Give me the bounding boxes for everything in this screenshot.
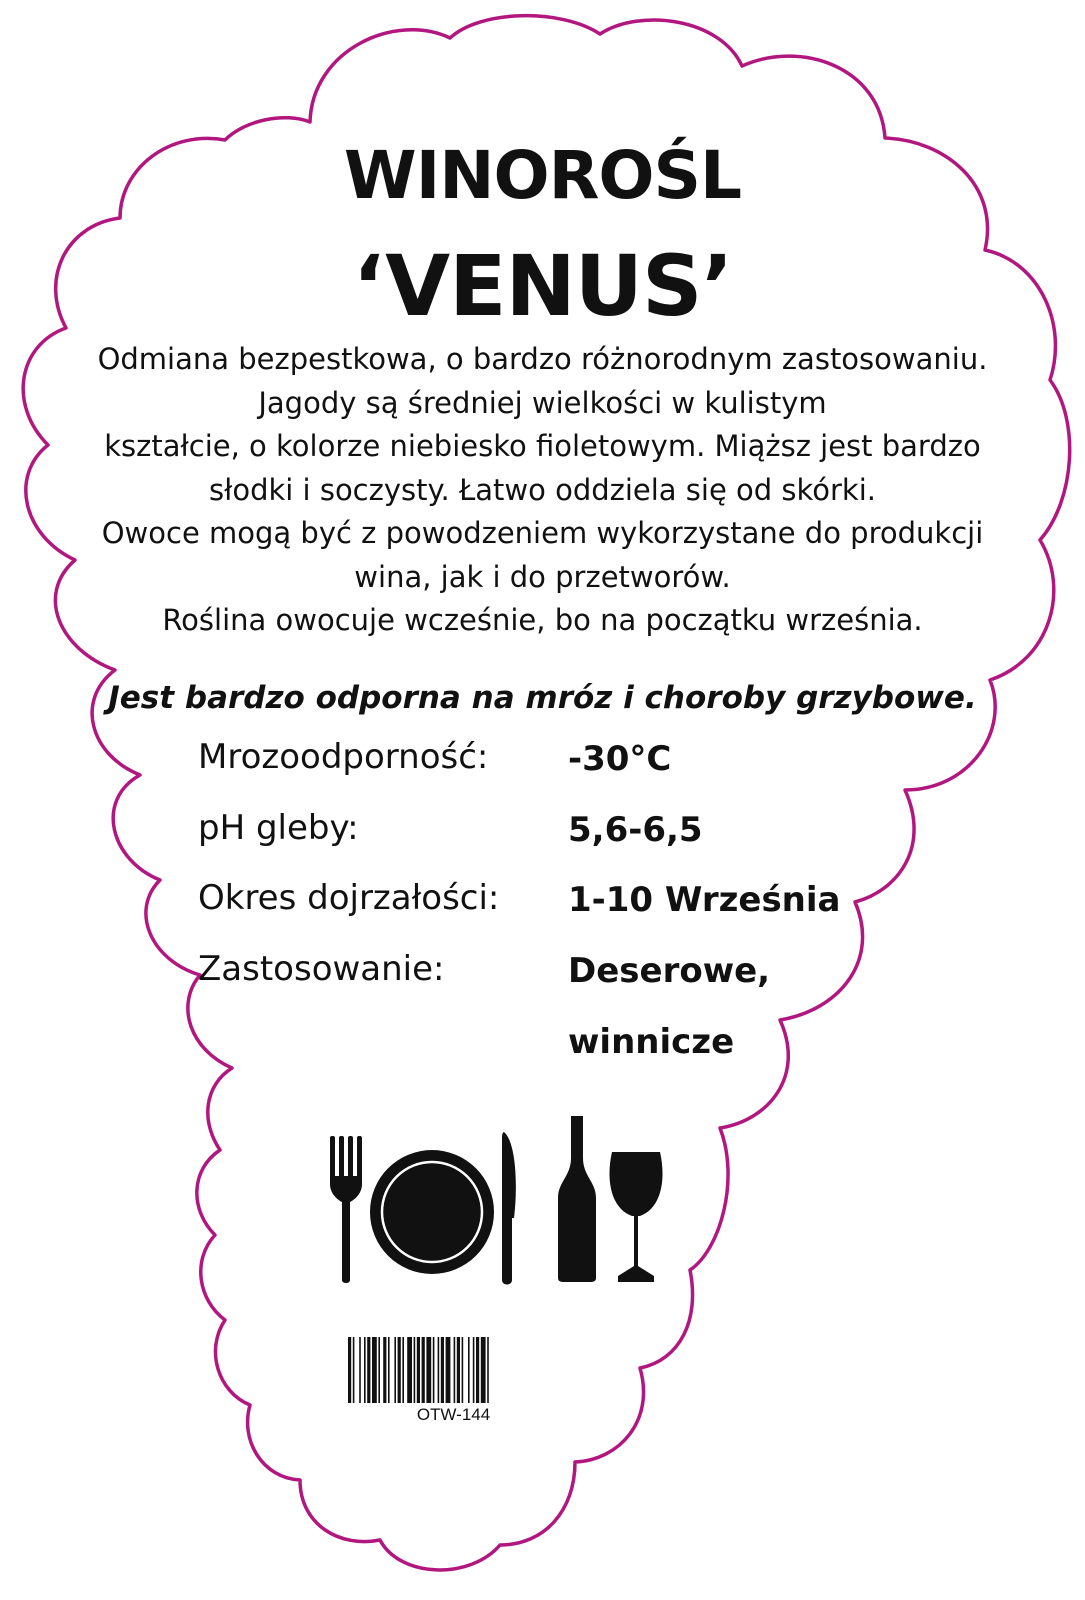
barcode-bar (353, 1337, 355, 1403)
barcode-bar (407, 1337, 412, 1403)
barcode-bar (462, 1337, 464, 1403)
barcode-bar (372, 1337, 377, 1403)
wine-glass-icon (609, 1152, 662, 1282)
knife-icon (502, 1132, 516, 1285)
description-line: Odmiana bezpestkowa, o bardzo różnorodnym zastosowaniu. (97, 342, 988, 376)
description-line: Owoce mogą być z powodzeniem wykorzystane do produkcji (101, 516, 984, 550)
barcode-bar (388, 1337, 390, 1403)
barcode-bar (481, 1337, 486, 1403)
barcode-bar (422, 1337, 425, 1403)
barcode-bar (457, 1337, 460, 1403)
description-line: Roślina owocuje wcześnie, bo na początku września. (162, 603, 923, 637)
barcode-bar (367, 1337, 370, 1403)
description-line: Jagody są średniej wielkości w kulistym (258, 385, 827, 420)
barcode-bar (364, 1337, 366, 1403)
description-line: słodki i soczysty. Łatwo oddziela się od skórki. (208, 472, 876, 507)
barcode-bar (476, 1337, 479, 1403)
title-line-1: WINOROŚL (343, 137, 742, 214)
barcode-bar (414, 1337, 416, 1403)
spec-value-ripening-period: 1-10 Września (568, 880, 841, 920)
spec-value-frost-resistance: -30°C (568, 739, 672, 779)
description-line: wina, jak i do przetworów. (354, 559, 731, 594)
spec-label-ripening-period: Okres dojrzałości: (198, 878, 500, 918)
spec-label-frost-resistance: Mrozoodporność: (198, 737, 489, 777)
spec-value-usage: Deserowe, (568, 951, 771, 991)
plate-icon (370, 1150, 494, 1274)
wine-bottle-icon (558, 1116, 596, 1282)
barcode-bar (402, 1337, 404, 1403)
barcode-bar (438, 1337, 440, 1403)
barcode-bar (359, 1337, 361, 1403)
description (40, 338, 1045, 643)
description-line: kształcie, o kolorze niebiesko fioletowym. Miąższ jest bardzo (104, 429, 981, 463)
barcode-bar (468, 1337, 470, 1403)
fork-icon (330, 1136, 362, 1283)
spec-value-soil-ph: 5,6-6,5 (568, 810, 703, 850)
barcode (346, 1337, 561, 1403)
barcode-bar (378, 1337, 380, 1403)
spec-value-usage-line-2: winnicze (568, 1022, 735, 1062)
spec-label-usage: Zastosowanie: (198, 949, 445, 989)
barcode-bar (487, 1337, 489, 1403)
title-line-2: ‘VENUS’ (352, 237, 733, 335)
barcode-bar (398, 1337, 401, 1403)
highlight-statement: Jest bardzo odporna na mróz i choroby grzybowe. (108, 680, 977, 716)
usage-icons (320, 1116, 700, 1296)
barcode-bar (394, 1337, 396, 1403)
barcode-bar (473, 1337, 475, 1403)
barcode-bar (426, 1337, 431, 1403)
barcode-bar (433, 1337, 435, 1403)
barcode-bar (454, 1337, 456, 1403)
barcode-bar (446, 1337, 451, 1403)
barcode-bar (441, 1337, 444, 1403)
barcode-bar (417, 1337, 420, 1403)
barcode-bar (383, 1337, 386, 1403)
barcode-number: OTW-144 (416, 1405, 491, 1424)
spec-label-soil-ph: pH gleby: (198, 808, 359, 848)
barcode-bar (348, 1337, 351, 1403)
